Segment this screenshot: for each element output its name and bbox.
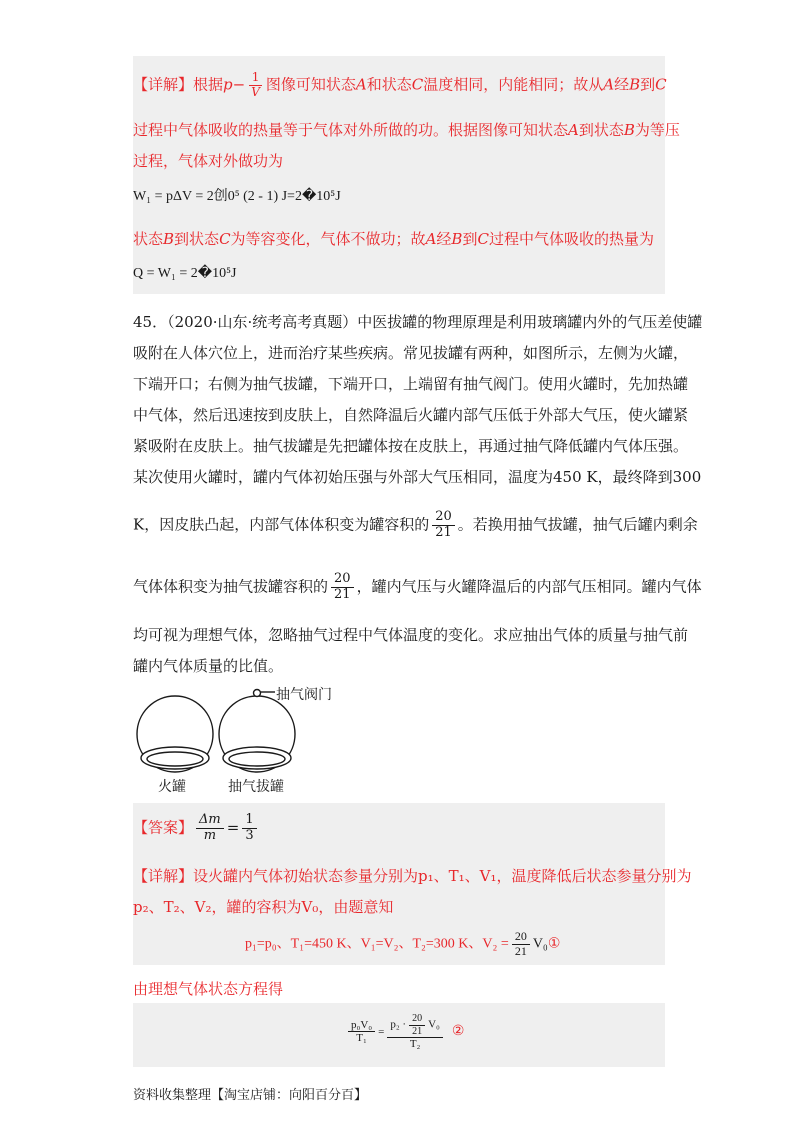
question-line-8: 气体体积变为抽气拔罐容积的 $\frac{20}{21}$ ，罐内气压与火罐降温后的内部气压相同。罐内气体 — [133, 571, 702, 602]
question-line-2: 吸附在人体穴位上，进而治疗某些疾病。常见拔罐有两种，如图所示，左侧为火罐， — [133, 344, 689, 362]
question-line-1: 45．（2020·山东·统考高考真题）中医拔罐的物理原理是利用玻璃罐内外的气压差使罐 — [133, 313, 703, 331]
detail2-line1: 【详解】设火罐内气体初始状态参量分别为p₁、T₁、V₁，温度降低后状态参量分别为 — [133, 867, 692, 885]
suction-cup-label: 抽气拔罐 — [228, 779, 284, 795]
question-number: 45． — [133, 313, 168, 331]
question-line-6: 某次使用火罐时，罐内气体初始压强与外部大气压相同，温度为450 K，最终降到300 — [133, 468, 702, 486]
question-line-7: K，因皮肤凸起，内部气体体积变为罐容积的 $\frac{20}{21}$ 。若换用抽气拔罐，抽气后罐内剩余 — [133, 509, 698, 540]
answer-line: 【答案】 $\frac{\Delta m}{m}$ = $\frac{1}{3}$ — [133, 813, 260, 844]
detail1-line3: 过程，气体对外做功为 — [133, 152, 284, 170]
footer-note: 资料收集整理【淘宝店铺：向阳百分百】 — [133, 1088, 368, 1103]
question-line-4: 中气体，然后迅速按到皮肤上，自然降温后火罐内部气压低于外部大气压，使火罐紧 — [133, 406, 689, 424]
detail1-heat-equation: Q = W₁ = 2�10⁵J — [133, 266, 237, 281]
ideal-gas-equation: $\frac{\text{p₀V₀}}{\text{T₁}}$ = p₂ · $\frac{20}{21}$ V₀ T₂ ② — [345, 1013, 464, 1051]
detail1-work-equation: W₁ = pΔV = 2创0⁵ (2 - 1) J=2�10⁵J — [133, 189, 341, 204]
detail2-line4: 由理想气体状态方程得 — [133, 980, 284, 998]
question-line-5: 紧吸附在皮肤上。抽气拔罐是先把罐体按在皮肤上，再通过抽气降低罐内气体压强。 — [133, 437, 689, 455]
question-line-9: 均可视为理想气体，忽略抽气过程中气体温度的变化。求应抽出气体的质量与抽气前 — [133, 626, 689, 644]
detail1-line5: 状态B到状态C为等容变化，气体不做功；故A经B到C过程中气体吸收的热量为 — [133, 230, 654, 248]
fire-cup-label: 火罐 — [158, 779, 186, 795]
detail1-line2: 过程中气体吸收的热量等于气体对外所做的功。根据图像可知状态A到状态B为等压 — [133, 121, 680, 139]
question-line-10: 罐内气体质量的比值。 — [133, 657, 284, 675]
detail2-line2: p₂、T₂、V₂，罐的容积为V₀，由题意知 — [133, 898, 394, 916]
detail2-condition-equation: p₁=p₀、T₁=450 K、V₁=V₂、T₂=300 K、V₂ = $\frac{20}{21}$ V₀① — [245, 929, 561, 958]
valve-label: 抽气阀门 — [276, 687, 332, 703]
detail1-line1: 【详解】根据p− $\frac{1}{V}$ 图像可知状态A和状态C温度相同，内能相同；故从A经B到C — [133, 70, 667, 99]
question-line-3: 下端开口；右侧为抽气拔罐，下端开口，上端留有抽气阀门。使用火罐时，先加热罐 — [133, 375, 689, 393]
valve-icon — [254, 690, 261, 697]
fire-cup-drawing — [137, 696, 213, 772]
